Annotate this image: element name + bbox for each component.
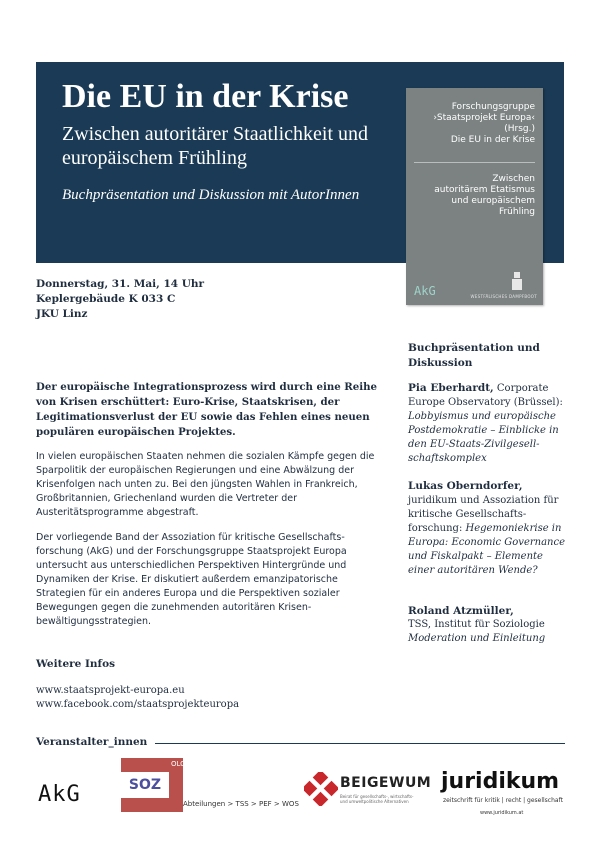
beigewum-logo-icon xyxy=(304,772,338,806)
beigewum-subtitle: Beirat für gesellschafts-, wirtschafts- und umweltpolitische Alternativen xyxy=(340,794,414,804)
speaker-name: Roland Atzmüller, xyxy=(408,605,514,617)
book-line: und europäischem xyxy=(451,196,535,206)
juridikum-subtitle: zeitschrift für kritik | recht | gesellschaft xyxy=(443,797,563,804)
akg-logo: AkG xyxy=(38,782,81,807)
speaker-2 xyxy=(408,479,568,578)
book-akg-logo: AkG xyxy=(414,284,436,298)
speaker-1 xyxy=(408,381,568,466)
book-line: Frühling xyxy=(498,207,535,217)
book-cover-image xyxy=(406,88,543,305)
event-date: Donnerstag, 31. Mai, 14 Uhr xyxy=(36,278,205,290)
speaker-affiliation: Corporate Europe Observatory (Brüssel): xyxy=(408,383,563,408)
speaker-affiliation: TSS, Institut für Soziologie xyxy=(408,619,545,630)
organizers-heading: Veranstalter_innen xyxy=(36,736,148,748)
event-venue: Keplergebäude K 033 C xyxy=(36,293,176,305)
speaker-name: Pia Eberhardt, xyxy=(408,382,494,394)
book-publisher: WESTFÄLISCHES DAMPFBOOT xyxy=(470,294,537,299)
speaker-topic: Lobbyismus und europäische Postdemokratie – Einblicke in den EU-Staats-Zivilgesell-schaftskomplex xyxy=(408,411,559,464)
organizers-divider xyxy=(155,743,565,744)
juridikum-url[interactable]: www.juridikum.at xyxy=(480,810,524,816)
book-divider xyxy=(414,162,535,163)
book-cover-subtitle xyxy=(406,174,535,218)
facebook-link[interactable]: www.facebook.com/staatsprojekteuropa xyxy=(36,699,240,710)
event-tagline: Buchpräsentation und Diskussion mit AutorInnen xyxy=(62,187,360,203)
book-line: autoritärem Etatismus xyxy=(434,185,535,195)
body-paragraph-1: In vielen europäischen Staaten nehmen die sozialen Kämpfe gegen die Sparpolitik der europäischen Regierungen und eine Abwälzung der Krisenfolgen nach unten zu. Bei den jüngsten Wahlen in Frankreich, Großbritannien, Griechenland wurden die Vertreter der Austeritätsprogramme abgestraft. xyxy=(36,451,375,518)
soziologie-logo xyxy=(121,758,198,812)
soziologie-logo-side xyxy=(171,760,198,810)
book-cover-top-text xyxy=(406,102,535,146)
book-line: Forschungsgruppe xyxy=(451,102,535,112)
juridikum-logo: juridikum xyxy=(441,769,560,794)
speaker-topic: Moderation und Einleitung xyxy=(408,633,546,644)
publisher-boat-icon xyxy=(511,272,523,290)
page-title: Die EU in der Krise xyxy=(62,78,349,115)
event-city: JKU Linz xyxy=(36,308,88,320)
intro-paragraph: Der europäische Integrationsprozess wird durch eine Reihe von Krisen erschüttert: Euro-Krise, Staatskrisen, der Legitimationsverlust der EU sowie das Fehlen eines neuen populären europäischen Projektes. xyxy=(36,381,378,438)
book-line: Die EU in der Krise xyxy=(450,135,535,145)
soziologie-side-text: OLOGIE xyxy=(171,760,198,768)
soziologie-departments: Abteilungen > TSS > PEF > WOS xyxy=(183,800,299,808)
soziologie-logo-text: SOZ xyxy=(121,772,169,798)
speaker-affiliation: juridikum und Assoziation für kritische Gesellschafts-forschung: xyxy=(408,495,559,534)
speaker-name: Lukas Oberndorfer, xyxy=(408,480,523,492)
page-subtitle: Zwischen autoritärer Staatlichkeit und europäischem Frühling xyxy=(62,123,369,169)
speaker-3 xyxy=(408,604,568,646)
book-line: ›Staatsprojekt Europa‹ xyxy=(433,113,535,123)
sidebar-heading: Buchpräsentation und Diskussion xyxy=(408,342,540,369)
event-details xyxy=(36,277,204,322)
speaker-topic: Hegemoniekrise in Europa: Economic Governance und Fiskalpakt – Elemente einer autoritären Wende? xyxy=(408,523,566,576)
body-paragraph-2: Der vorliegende Band der Assoziation für kritische Gesellschafts-forschung (AkG) und der Forschungsgruppe Staatsprojekt Europa untersucht aus unterschiedlichen Perspektiven Hintergründe und Dynamiken der Krise. Er diskutiert außerdem emanzipatorische Strategien für ein anderes Europa und die Perspektiven sozialer Bewegungen gegen die zunehmenden autoritären Krisen-bewältigungsstrategien. xyxy=(36,532,347,627)
beigewum-logo: BEIGEWUM xyxy=(340,775,432,791)
website-link[interactable]: www.staatsprojekt-europa.eu xyxy=(36,685,185,696)
book-line: (Hrsg.) xyxy=(504,124,535,134)
book-line: Zwischen xyxy=(492,174,535,184)
more-info-heading: Weitere Infos xyxy=(36,658,115,670)
